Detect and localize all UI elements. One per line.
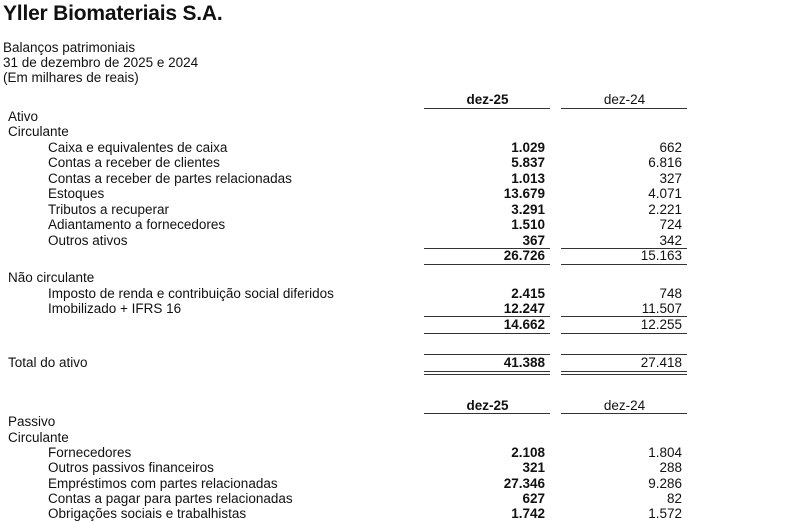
subtotal-row-ativo-circulante (0, 248, 800, 264)
value-prior: 11.507 (641, 301, 682, 316)
value-prior: 748 (659, 286, 682, 301)
statement-period: 31 de dezembro de 2025 e 2024 (3, 55, 199, 70)
table-row (0, 202, 800, 218)
row-label: Contas a receber de clientes (48, 155, 220, 170)
value-prior: 1.572 (648, 506, 682, 521)
value-current: 3.291 (511, 202, 545, 217)
value-prior: 4.071 (648, 186, 682, 201)
row-label: Obrigações sociais e trabalhistas (48, 506, 247, 521)
value-current: 5.837 (511, 155, 545, 170)
table-row (0, 217, 800, 233)
subtotal-current: 26.726 (503, 248, 545, 263)
table-row (0, 155, 800, 171)
value-prior: 2.221 (648, 202, 682, 217)
row-label: Contas a receber de partes relacionadas (48, 171, 292, 186)
column-header-prior: dez-24 (603, 398, 646, 413)
row-label: Outros passivos financeiros (48, 460, 214, 475)
value-prior: 724 (659, 217, 682, 232)
row-label: Imposto de renda e contribuição social diferidos (48, 286, 334, 301)
row-label: Fornecedores (48, 445, 132, 460)
value-current: 321 (522, 460, 545, 475)
row-label: Adiantamento a fornecedores (48, 217, 226, 232)
row-label: Empréstimos com partes relacionadas (48, 476, 278, 491)
column-header-current: dez-25 (466, 92, 509, 107)
table-row (0, 445, 800, 461)
liability-column-header (0, 398, 800, 414)
subtotal-underline-current (424, 333, 550, 334)
table-row (0, 301, 800, 317)
value-current: 27.346 (503, 476, 545, 491)
total-double-underline-prior (561, 371, 687, 375)
statement-unit: (Em milhares de reais) (3, 70, 139, 85)
subsection-heading-circulante: Circulante (8, 430, 69, 445)
subtotal-underline-prior (561, 333, 687, 334)
subtotal-current: 14.662 (503, 317, 545, 332)
value-prior: 662 (659, 140, 682, 155)
subsection-heading-nao-circulante: Não circulante (8, 270, 95, 285)
total-label: Total do ativo (8, 355, 88, 370)
column-header-prior: dez-24 (603, 92, 646, 107)
section-heading-passivo: Passivo (8, 414, 56, 429)
value-current: 1.742 (511, 506, 545, 521)
total-prior: 27.418 (640, 355, 682, 370)
asset-column-header (0, 92, 800, 108)
table-row (0, 506, 800, 522)
total-double-underline-current (424, 371, 550, 375)
value-prior: 9.286 (648, 476, 682, 491)
total-row-ativo (0, 355, 800, 371)
row-label: Tributos a recuperar (48, 202, 170, 217)
section-heading-ativo: Ativo (8, 109, 39, 124)
table-row (0, 171, 800, 187)
row-label: Imobilizado + IFRS 16 (48, 301, 182, 316)
subtotal-prior: 15.163 (640, 248, 682, 263)
value-current: 1.510 (511, 217, 545, 232)
value-prior: 1.804 (648, 445, 682, 460)
value-current: 2.415 (511, 286, 545, 301)
row-label: Caixa e equivalentes de caixa (48, 140, 228, 155)
table-row (0, 140, 800, 156)
subtotal-underline-prior (561, 264, 687, 265)
company-title: Yller Biomateriais S.A. (3, 2, 223, 25)
value-current: 1.013 (511, 171, 545, 186)
value-prior: 342 (659, 233, 682, 248)
value-current: 1.029 (511, 140, 545, 155)
value-current: 13.679 (503, 186, 545, 201)
row-label: Outros ativos (48, 233, 128, 248)
value-prior: 288 (659, 460, 682, 475)
value-current: 2.108 (511, 445, 545, 460)
subtotal-row-ativo-nao-circulante (0, 317, 800, 333)
value-current: 12.247 (503, 301, 545, 316)
total-current: 41.388 (503, 355, 545, 370)
table-row (0, 491, 800, 507)
table-row (0, 233, 800, 249)
statement-title: Balanços patrimoniais (3, 40, 136, 55)
subsection-heading-circulante: Circulante (8, 124, 69, 139)
table-row (0, 186, 800, 202)
table-row (0, 460, 800, 476)
row-label: Contas a pagar para partes relacionadas (48, 491, 293, 506)
value-current: 367 (522, 233, 545, 248)
row-label: Estoques (48, 186, 105, 201)
table-row (0, 476, 800, 492)
value-prior: 82 (666, 491, 682, 506)
table-row (0, 286, 800, 302)
value-prior: 327 (659, 171, 682, 186)
subtotal-prior: 12.255 (640, 317, 682, 332)
column-header-current: dez-25 (466, 398, 509, 413)
value-prior: 6.816 (648, 155, 682, 170)
subtotal-underline-current (424, 264, 550, 265)
value-current: 627 (522, 491, 545, 506)
